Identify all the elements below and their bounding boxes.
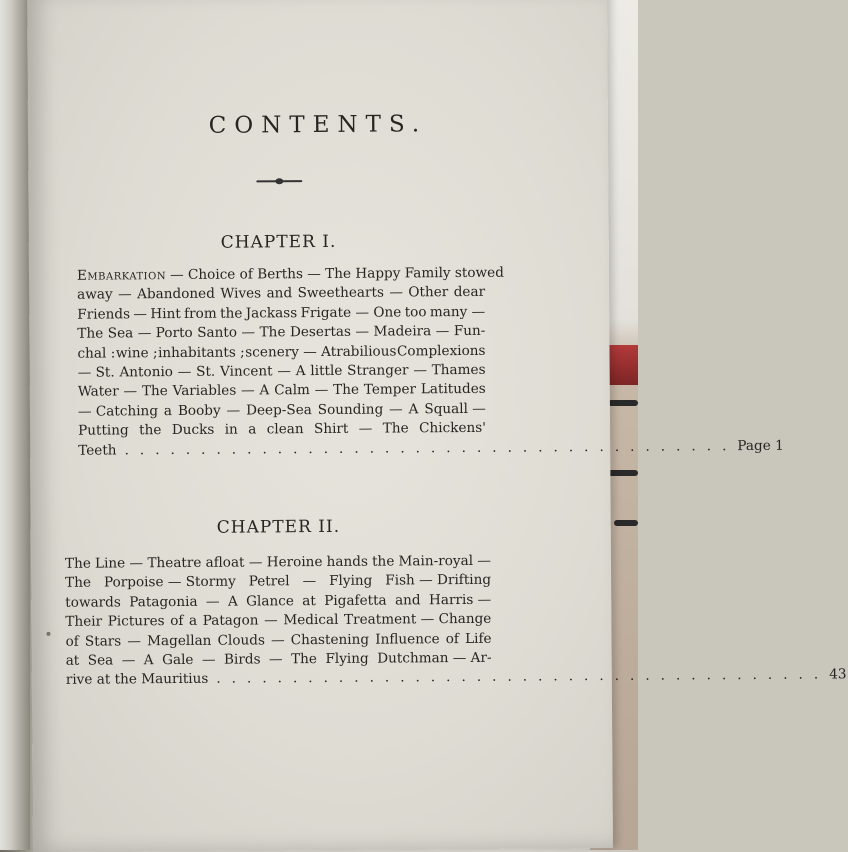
summary-word: hands bbox=[326, 553, 368, 570]
summary-word: Hint bbox=[150, 305, 181, 322]
summary-word: — bbox=[389, 401, 403, 418]
summary-word: St. bbox=[196, 363, 216, 380]
summary-word: A bbox=[259, 382, 270, 399]
summary-word: afloat — Heroine bbox=[205, 553, 323, 571]
summary-word: Petrel bbox=[248, 573, 290, 590]
summary-last-line bbox=[65, 666, 847, 690]
summary-word: Flying bbox=[329, 573, 373, 590]
summary-word: Gale bbox=[162, 651, 194, 669]
summary-word: The bbox=[65, 574, 92, 592]
summary-word: scenery — Atrabilious bbox=[245, 343, 397, 361]
summary-word: the bbox=[372, 553, 395, 570]
ornament-rule bbox=[256, 180, 302, 182]
summary-word: The bbox=[77, 325, 104, 342]
summary-word: Sweethearts bbox=[297, 284, 384, 302]
summary-word: A bbox=[143, 652, 154, 669]
summary-word: The bbox=[382, 420, 409, 437]
summary-word: too bbox=[404, 304, 427, 321]
summary-word: — bbox=[137, 325, 152, 342]
summary-word: — bbox=[435, 323, 450, 340]
summary-word: Stranger bbox=[347, 362, 409, 379]
summary-word: inhabitants ; bbox=[157, 344, 245, 361]
summary-word: — bbox=[177, 363, 192, 380]
summary-word: the bbox=[220, 305, 243, 322]
summary-word: of bbox=[445, 630, 459, 647]
summary-word: Clouds bbox=[217, 631, 265, 649]
summary-word: the bbox=[139, 422, 162, 439]
summary-word: Harris — bbox=[428, 591, 492, 609]
summary-word: Antonio bbox=[119, 363, 174, 381]
summary-word: — bbox=[201, 651, 216, 668]
summary-word: clean bbox=[266, 421, 304, 438]
summary-word: and bbox=[394, 592, 421, 609]
summary-word: Sounding bbox=[317, 401, 384, 418]
summary-word: — bbox=[205, 593, 220, 610]
summary-word: — St. bbox=[77, 364, 115, 381]
summary-word: The bbox=[141, 383, 168, 400]
summary-word: Life bbox=[465, 630, 492, 647]
summary-word: Sea bbox=[87, 652, 114, 669]
summary-word: Patagon bbox=[202, 612, 259, 629]
summary-word: in bbox=[224, 421, 238, 438]
summary-word: of bbox=[170, 613, 184, 630]
summary-word: Vincent bbox=[219, 363, 273, 380]
summary-word: towards bbox=[65, 594, 121, 611]
summary-word: Temper bbox=[363, 381, 417, 399]
summary-word: many — bbox=[429, 303, 486, 321]
summary-word: — bbox=[355, 323, 370, 340]
chapter-1-heading: CHAPTER I. bbox=[220, 231, 337, 253]
summary-word: — bbox=[264, 612, 278, 629]
summary-last-line bbox=[78, 437, 784, 460]
summary-word: — bbox=[389, 284, 403, 301]
cable bbox=[608, 470, 638, 476]
summary-word: away bbox=[77, 286, 113, 304]
summary-word: — bbox=[413, 362, 427, 379]
summary-word: Fun- bbox=[453, 323, 486, 340]
summary-word: little bbox=[310, 362, 343, 380]
summary-word: Chickens' bbox=[419, 419, 486, 437]
summary-text: rive at the Mauritius bbox=[65, 671, 209, 689]
summary-word: Calm bbox=[274, 382, 310, 399]
summary-word: A bbox=[408, 401, 419, 418]
summary-word: wine ; bbox=[115, 344, 158, 361]
summary-word: Deep-Sea bbox=[246, 401, 312, 419]
summary-word: A bbox=[227, 593, 238, 610]
summary-word: Madeira bbox=[373, 323, 432, 340]
summary-text: — Choice of Berths — The Happy Family stowed bbox=[170, 264, 504, 284]
summary-word: Latitudes bbox=[420, 381, 486, 398]
summary-word: Birds bbox=[223, 651, 261, 668]
summary-word: Patagonia bbox=[129, 593, 198, 611]
summary-line bbox=[65, 571, 491, 593]
summary-word: Abandoned bbox=[137, 286, 215, 303]
summary-word: Water bbox=[77, 383, 119, 401]
chapter-2-heading: CHAPTER II. bbox=[216, 516, 341, 538]
summary-word: — bbox=[268, 651, 283, 668]
summary-word: — bbox=[123, 383, 138, 400]
page-number: 43 bbox=[829, 666, 847, 683]
summary-word: The bbox=[64, 555, 91, 572]
summary-word: Main-royal — bbox=[398, 552, 491, 570]
summary-word: at bbox=[302, 592, 316, 609]
summary-word: dear bbox=[453, 284, 486, 301]
summary-word: a bbox=[248, 421, 257, 438]
summary-word: Magellan bbox=[147, 632, 212, 649]
summary-word: Jackass bbox=[245, 304, 298, 322]
summary-word: Dutchman — Ar- bbox=[377, 649, 492, 667]
summary-word: Pictures bbox=[107, 613, 165, 630]
summary-word: a bbox=[163, 402, 173, 419]
summary-lead-word: Embarkation bbox=[76, 267, 167, 284]
background-left bbox=[0, 0, 30, 850]
summary-word: — bbox=[121, 652, 136, 669]
summary-word: — bbox=[302, 573, 317, 590]
book-page bbox=[27, 0, 847, 852]
summary-word: at bbox=[65, 652, 80, 669]
summary-word: Variables bbox=[172, 382, 237, 400]
chapter-1-summary bbox=[76, 264, 784, 461]
summary-word: Complexions bbox=[396, 342, 486, 360]
summary-word: — bbox=[241, 324, 256, 341]
summary-word: Shirt bbox=[313, 420, 349, 438]
summary-word: of bbox=[65, 633, 79, 650]
summary-text: Teeth bbox=[78, 441, 117, 459]
summary-word: Wives bbox=[220, 285, 262, 303]
summary-word: Ducks bbox=[171, 421, 215, 439]
summary-word: Influence bbox=[375, 630, 440, 648]
page-number: Page 1 bbox=[737, 437, 784, 454]
summary-word: Flying bbox=[325, 650, 369, 667]
summary-word: Porpoise — Stormy bbox=[103, 573, 236, 591]
summary-word: Chastening bbox=[290, 631, 370, 648]
contents-title: CONTENTS. bbox=[208, 111, 428, 139]
summary-word: Santo bbox=[197, 324, 238, 342]
summary-word: Thames bbox=[431, 361, 486, 379]
paper-blemish bbox=[46, 632, 50, 636]
summary-word: from bbox=[184, 305, 217, 322]
chapter-2-summary bbox=[64, 552, 847, 691]
summary-word: — bbox=[118, 286, 132, 303]
summary-word: Line — Theatre bbox=[94, 554, 202, 572]
summary-word: Frigate — One bbox=[300, 304, 402, 321]
summary-word: and bbox=[266, 285, 293, 302]
summary-word: — bbox=[226, 402, 241, 419]
summary-word: Glance bbox=[246, 592, 294, 610]
summary-word: Medical bbox=[283, 612, 339, 629]
summary-word: — bbox=[241, 382, 255, 399]
summary-word: Sea bbox=[107, 325, 134, 342]
summary-word: The bbox=[291, 650, 318, 668]
summary-word: A bbox=[295, 363, 306, 380]
summary-word: Pigafetta bbox=[324, 592, 387, 609]
cable bbox=[614, 520, 638, 526]
summary-word: Fish — Drifting bbox=[385, 572, 492, 589]
summary-word: Putting bbox=[78, 422, 129, 439]
summary-word: chal : bbox=[77, 344, 116, 362]
dot-leader: ........................................ bbox=[124, 437, 738, 458]
summary-word: Treatment — Change bbox=[343, 610, 492, 629]
summary-word: Friends bbox=[77, 306, 131, 323]
summary-word: — bbox=[358, 420, 373, 437]
summary-word: Porto bbox=[155, 325, 193, 342]
summary-word: Squall — bbox=[424, 400, 486, 418]
summary-word: a bbox=[188, 613, 198, 630]
cable bbox=[608, 400, 638, 406]
summary-word: The bbox=[333, 382, 360, 399]
summary-word: — bbox=[270, 631, 285, 648]
summary-word: — bbox=[133, 305, 148, 323]
summary-word: The bbox=[259, 324, 286, 341]
summary-word: — bbox=[277, 363, 292, 380]
summary-word: Stars bbox=[84, 632, 122, 650]
summary-word: — Catching bbox=[77, 402, 159, 420]
summary-word: Other bbox=[408, 284, 449, 301]
summary-word: Desertas bbox=[289, 323, 352, 341]
dot-leader: ........................................ bbox=[216, 666, 830, 688]
summary-word: Their bbox=[65, 613, 103, 630]
summary-word: — bbox=[314, 382, 329, 399]
summary-word: Booby bbox=[177, 402, 221, 419]
summary-word: — bbox=[127, 632, 142, 649]
